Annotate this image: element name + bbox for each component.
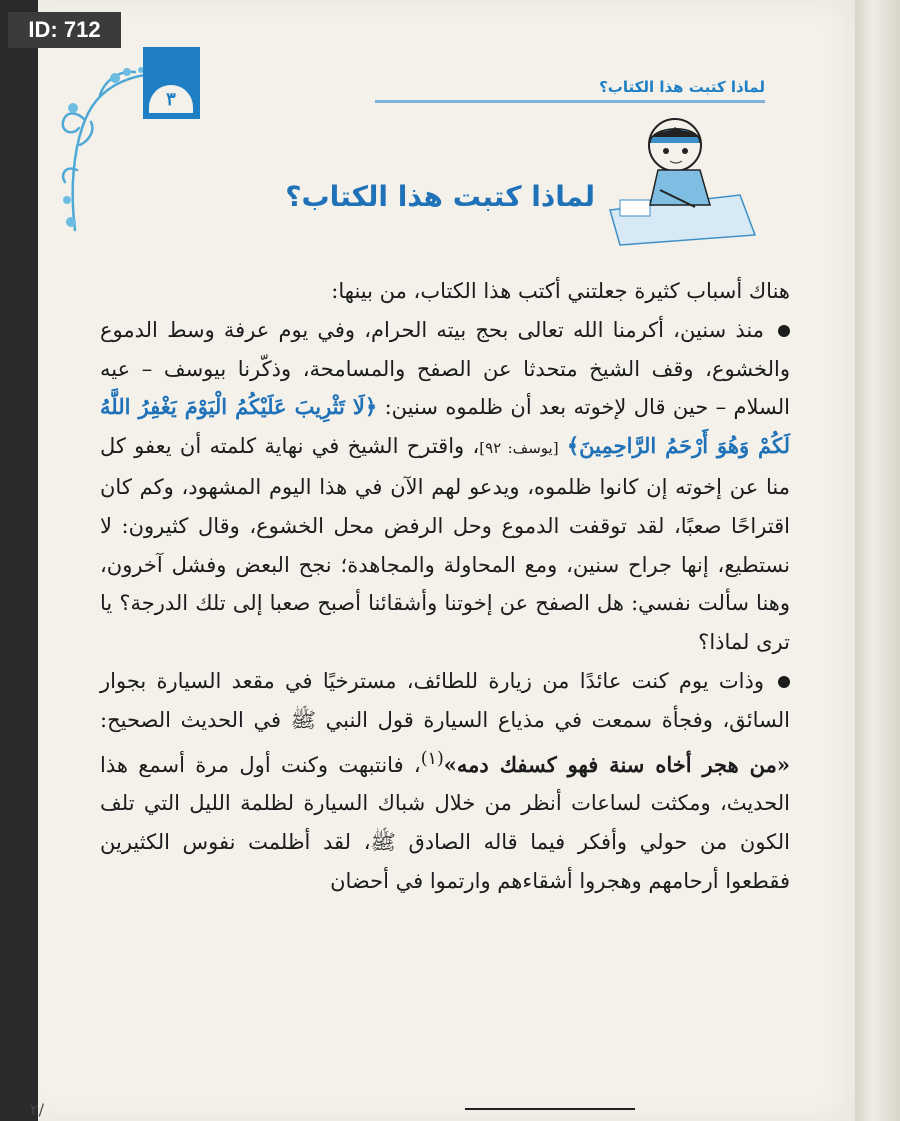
footnote-marker: (١) [420, 748, 444, 769]
image-id-badge: ID: 712 [8, 12, 121, 48]
facing-page-edge [855, 0, 900, 1121]
footnote-fragment: /٢ [30, 1100, 44, 1119]
paragraph-2: وذات يوم كنت عائدًا من زيارة للطائف، مسترخيًا في مقعد السيارة بجوار السائق، وفجأة سمعت في مذياع السيارة قول النبي ﷺ في الحديث الصحيح: «من هجر أخاه سنة فهو كسفك دمه»$^{(١)}$، فانتبهت وكنت أول مرة أسمع هذا الحديث، ومكثت لساعات أنظر من خلال شباك السيارة لظلمة الليل التي تلف الكون من حولي وأفكر فيما قاله الصادق ﷺ، لقد أظلمت نفوس الكثيرين فقطعوا أرحامهم وهجروا أشقاءهم وارتموا في أحضان [100, 668, 790, 893]
hadith-quote: «من هجر أخاه سنة فهو كسفك دمه» [443, 751, 790, 777]
verse-reference: [يوسف: ٩٢] [479, 439, 559, 458]
quran-verse: ﴿لَا تَثْرِيبَ عَلَيْكُمُ الْيَوْمَ يَغْفِرُ اللَّهُ لَكُمْ وَهُوَ أَرْحَمُ الرَّاحِمِينَ﴾ [100, 394, 790, 459]
header-rule [375, 100, 765, 103]
page-number: ٣ [149, 85, 193, 113]
running-head: لماذا كتبت هذا الكتاب؟ [599, 78, 765, 96]
chapter-title: لماذا كتبت هذا الكتاب؟ [285, 180, 595, 213]
intro-paragraph: هناك أسباب كثيرة جعلتني أكتب هذا الكتاب، من بينها: [331, 279, 790, 303]
child-writing-illustration-icon [600, 115, 760, 250]
bullet-icon [778, 676, 790, 688]
bullet-icon [778, 325, 790, 337]
floral-ornament-icon [55, 50, 155, 235]
footnote-rule [465, 1108, 635, 1110]
paragraph-1: منذ سنين، أكرمنا الله تعالى بحج بيته الحرام، وفي يوم عرفة وسط الدموع والخشوع، وقف الشيخ متحدثا عن الصفح والمسامحة، وذكّرنا بيوسف – عيه السلام – حين قال لإخوته بعد أن ظلموه سنين: ﴿لَا تَثْرِيبَ عَلَيْكُمُ الْيَوْمَ يَغْفِرُ اللَّهُ لَكُمْ وَهُوَ أَرْحَمُ الرَّاحِمِينَ﴾ [يوسف: ٩٢]، واقترح الشيخ في نهاية كلمته أن يعفو كل منا عن إخوته إن كانوا ظلموه، ويدعو لهم الآن في هذا اليوم المشهود، وكم كان اقتراحًا صعبًا، لقد توقفت الدموع وحل الرفض محل الخشوع، وقال كثيرون: لا نستطيع، إنها جراح سنين، ومع المحاولة والمجاهدة؛ نجح البعض وفشل آخرون، وهنا سألت نفسي: هل الصفح عن إخوتنا وأشقائنا أصبح صعبا إلى تلك الدرجة؟ يا ترى لماذا؟ [100, 317, 791, 655]
page-number-box [143, 47, 200, 119]
body-text [100, 272, 790, 901]
